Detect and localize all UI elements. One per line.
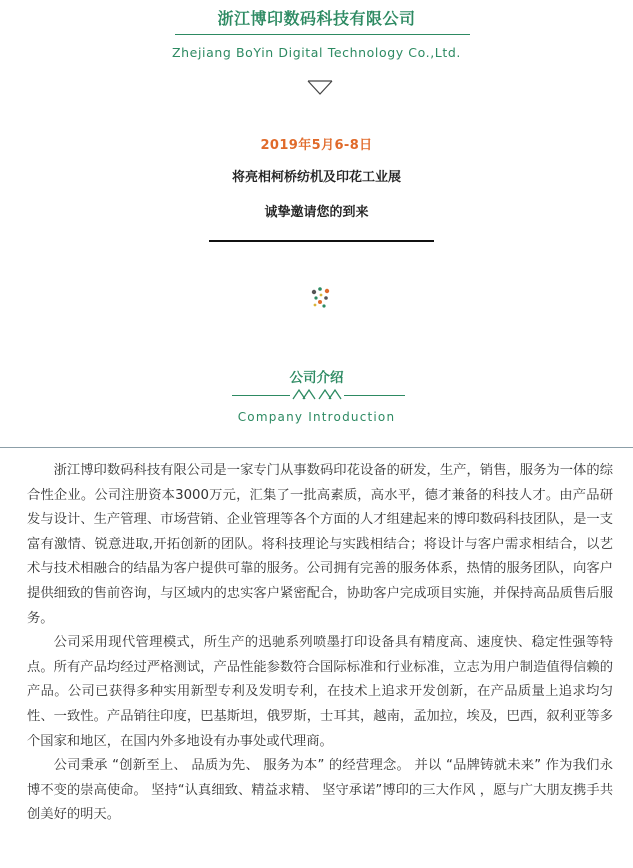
- intro-paragraph: 浙江博印数码科技有限公司是一家专门从事数码印花设备的研发，生产，销售，服务为一体的综合性企业。公司注册资本3000万元，汇集了一批高素质，高水平，德才兼备的科技人才。由产品研发与设计、生产管理、市场营销、企业管理等各个方面的人才组建起来的博印数码科技团队，是一支富有激情、锐意进取,开拓创新的团队。将科技理论与实践相结合；将设计与客户需求相结合，以艺术与技术相融合的结晶为客户提供可靠的服务。公司拥有完善的服务体系，热情的服务团队，向客户提供细致的售前咨询，与区域内的忠实客户紧密配合，协助客户完成项目实施，并保持高品质售后服务。: [27, 463, 613, 626]
- event-date: 2019年5月6-8日: [260, 138, 373, 153]
- company-name-cn: 浙江博印数码科技有限公司: [217, 9, 416, 28]
- company-intro-body: [27, 459, 613, 828]
- section-divider: [0, 447, 633, 448]
- section-title-cn: 公司介绍: [289, 370, 344, 386]
- dots-cluster-icon: [306, 283, 336, 311]
- event-divider: [209, 240, 434, 242]
- event-title: 将亮相柯桥纺机及印花工业展: [231, 170, 401, 185]
- intro-paragraph: 公司采用现代管理模式，所生产的迅驰系列喷墨打印设备具有精度高、速度快、稳定性强等特点。所有产品均经过严格测试，产品性能参数符合国际标准和行业标准，立志为用户制造值得信赖的产品。公司已获得多种实用新型专利及发明专利，在技术上追求开发创新，在产品质量上追求均匀性、一致性。产品销往印度，巴基斯坦，俄罗斯，士耳其，越南，孟加拉，埃及，巴西，叙利亚等多个国家和地区，在国内外多地设有办事处或代理商。: [27, 635, 613, 749]
- event-invitation: 诚挚邀请您的到来: [264, 205, 369, 220]
- header-divider: [175, 34, 470, 35]
- wave-ornament-icon: [290, 387, 344, 401]
- company-name-en: Zhejiang BoYin Digital Technology Co.,Ltd.: [172, 45, 461, 60]
- down-triangle-icon: [307, 80, 333, 96]
- intro-paragraph: 公司秉承 “创新至上、 品质为先、 服务为本” 的经营理念。 并以 “品牌铸就未来” 作为我们永博不变的崇高使命。 坚持“认真细致、精益求精、 坚守承诺”博印的三大作风 ，愿与广大朋友携手共创美好的明天。: [27, 758, 613, 823]
- section-title-en: Company Introduction: [237, 410, 396, 424]
